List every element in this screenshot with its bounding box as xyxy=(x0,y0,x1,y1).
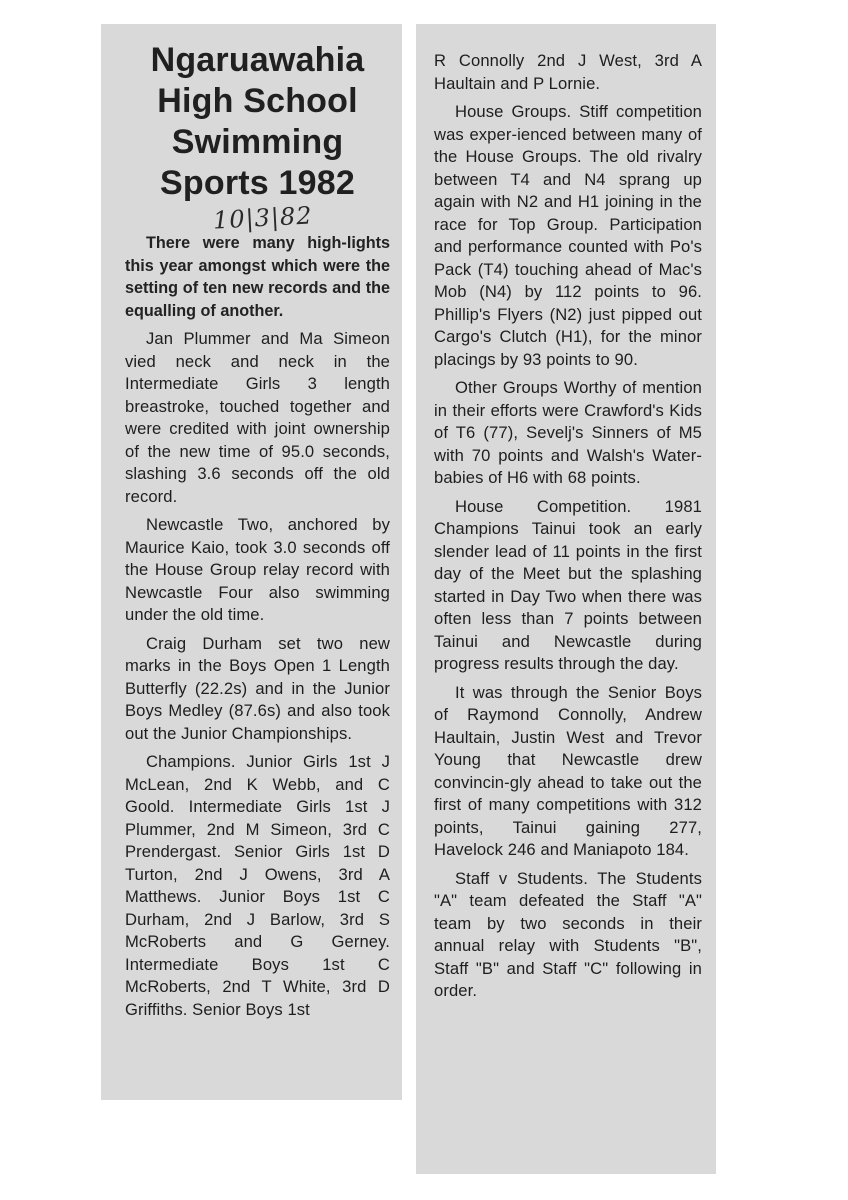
paragraph: Champions. Junior Girls 1st J McLean, 2nd K Webb, and C Goold. Intermediate Girls 1st J Plummer, 2nd M Simeon, 3rd C Prendergast. Senior Girls 1st D Turton, 2nd J Owens, 3rd A Matthews. Junior Boys 1st C Durham, 2nd J Barlow, 3rd S McRoberts and G Gerney. Intermediate Boys 1st C McRoberts, 2nd T White, 3rd D Griffiths. Senior Boys 1st xyxy=(125,752,390,1019)
paragraph: Staff v Students. The Students "A" team defeated the Staff "A" team by two seconds in their annual relay with Students "B", Staff "B" and Staff "C" following in order. xyxy=(434,868,702,1000)
paragraph: House Competition. 1981 Champions Tainui took an early slender lead of 11 points in the first day of the Meet but the splashing started in Day Two when there was often less than 7 points between Tainui and Newcastle during progress results through the day. xyxy=(434,496,702,673)
handwritten-date: 10|3|82 xyxy=(212,201,314,235)
paragraph: Other Groups Worthy of mention in their efforts were Crawford's Kids of T6 (77), Sevelj's Sinners of M5 with 70 points and Walsh's Water-babies of H6 with 68 points. xyxy=(434,378,702,487)
paragraph: It was through the Senior Boys of Raymond Connolly, Andrew Haultain, Justin West and Trevor Young that Newcastle drew convincin-gly ahead to take out the first of many competitions with 312 points, Tainui gaining 277, Havelock 246 and Maniapoto 184. xyxy=(434,682,702,859)
paragraph: R Connolly 2nd J West, 3rd A Haultain and P Lornie. xyxy=(434,51,702,93)
clipping-right-column xyxy=(416,24,716,1174)
paragraph: Jan Plummer and Ma Simeon vied neck and neck in the Intermediate Girls 3 length breastroke, touched together and were credited with joint ownership of the new time of 95.0 seconds, slashing 3.6 seconds off the old record. xyxy=(125,329,390,506)
article-lead: There were many high-lights this year amongst which were the setting of ten new records and the equalling of another. xyxy=(125,234,390,320)
clipping-left-column xyxy=(101,24,402,1100)
paragraph: House Groups. Stiff competition was exper-ienced between many of the House Groups. The old rivalry between T4 and N4 sprang up again with N2 and H1 joining in the race for Top Group. Participation and performance counted with Po's Pack (T4) touching ahead of Mac's Mob (N4) by 112 points to 96. Phillip's Flyers (N2) just pipped out Cargo's Clutch (H1), for the minor placings by 93 points to 90. xyxy=(434,102,702,369)
paragraph: Newcastle Two, anchored by Maurice Kaio, took 3.0 seconds off the House Group relay record with Newcastle Four also swimming under the old time. xyxy=(125,515,390,624)
paragraph: Craig Durham set two new marks in the Boys Open 1 Length Butterfly (22.2s) and in the Junior Boys Medley (87.6s) and also took out the Junior Championships. xyxy=(125,633,390,743)
article-headline: Ngaruawahia High School Swimming Sports 1982 xyxy=(150,41,365,202)
